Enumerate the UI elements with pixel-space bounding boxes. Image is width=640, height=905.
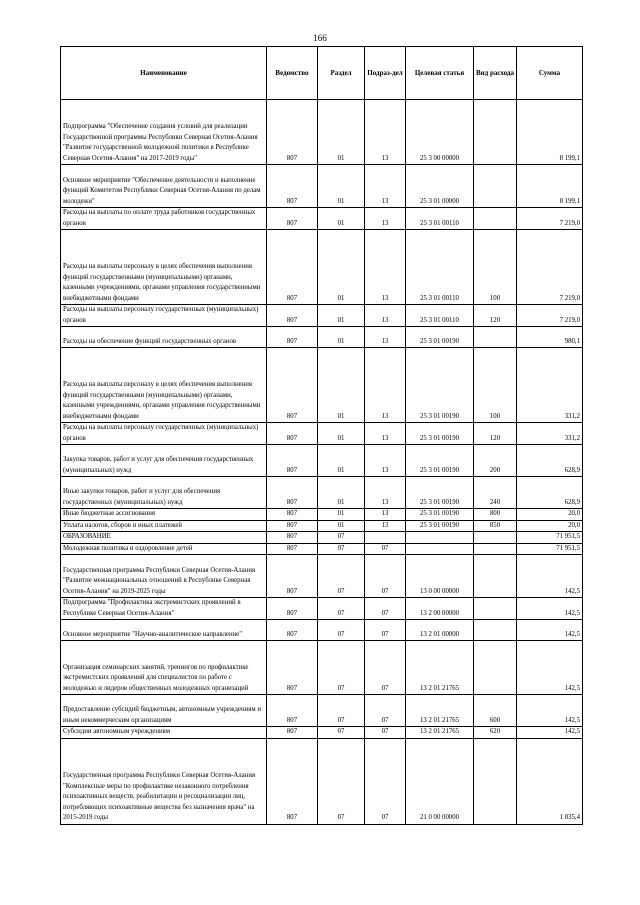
row-razdel-cell: 07	[318, 727, 365, 739]
row-name-cell: Иные закупки товаров, работ и услуг для обеспечения государственных (муниципальных) нужд	[61, 477, 267, 509]
row-summa-cell: 142,5	[517, 695, 583, 727]
row-vid-cell	[474, 327, 517, 348]
row-name-cell: Подпрограмма "Профилактика экстремистских проявлений в Республике Северная Осетия-Алания"	[61, 598, 267, 620]
row-summa-cell: 142,5	[517, 598, 583, 620]
header-razdel: Раздел	[318, 47, 365, 100]
row-vedomstvo-cell: 807	[267, 695, 318, 727]
table-row	[61, 727, 583, 739]
row-razdel-cell: 01	[318, 100, 365, 165]
row-vedomstvo-cell: 807	[267, 598, 318, 620]
table-row	[61, 477, 583, 509]
row-summa-cell: 142,5	[517, 727, 583, 739]
row-vedomstvo-cell: 807	[267, 641, 318, 695]
row-razdel-cell: 07	[318, 620, 365, 641]
row-razdel-cell: 07	[318, 738, 365, 824]
row-vid-cell: 100	[474, 348, 517, 423]
row-vedomstvo-cell: 807	[267, 327, 318, 348]
row-name-cell: Расходы на выплаты персоналу в целях обеспечения выполнения функций государственными (муниципальными) органами, казенными учреждениями, органами управления государственными внебюджетными фондами	[61, 230, 267, 305]
row-celevaya-cell: 25 3 01 00110	[406, 230, 474, 305]
row-celevaya-cell: 13 2 01 21765	[406, 727, 474, 739]
row-vid-cell	[474, 532, 517, 544]
row-razdel-cell: 07	[318, 641, 365, 695]
row-celevaya-cell: 13 2 01 21765	[406, 695, 474, 727]
row-vedomstvo-cell: 807	[267, 520, 318, 532]
row-vedomstvo-cell: 807	[267, 165, 318, 208]
table-row	[61, 555, 583, 598]
header-name: Наименование	[61, 47, 267, 100]
row-summa-cell: 71 951,5	[517, 532, 583, 544]
row-vedomstvo-cell: 807	[267, 208, 318, 230]
row-razdel-cell: 01	[318, 165, 365, 208]
table-header-row	[61, 47, 583, 100]
table-row	[61, 543, 583, 555]
row-celevaya-cell: 25 3 01 00190	[406, 327, 474, 348]
row-name-cell: Государственная программа Республики Северная Осетия-Алания "Комплексные меры по профилактике незаконного потребления психоактивных веществ, реабилитации и ресоциализации лиц, потребляющих психоактивные вещества без назначения врача" на 2015-2019 годы	[61, 738, 267, 824]
table-body	[61, 100, 583, 825]
row-summa-cell: 980,1	[517, 327, 583, 348]
row-summa-cell: 142,5	[517, 555, 583, 598]
header-vid-rashoda: Вид расхода	[474, 47, 517, 100]
row-celevaya-cell: 25 3 01 00110	[406, 208, 474, 230]
row-vid-cell: 620	[474, 727, 517, 739]
row-celevaya-cell	[406, 543, 474, 555]
row-summa-cell: 628,9	[517, 445, 583, 477]
row-name-cell: Основное мероприятие "Обеспечение деятельности и выполнение функций Комитетом Республики Северная Осетия-Алания по делам молодежи"	[61, 165, 267, 208]
table-row	[61, 445, 583, 477]
table-row	[61, 348, 583, 423]
row-summa-cell: 7 219,0	[517, 305, 583, 327]
table-row	[61, 208, 583, 230]
row-name-cell: Уплата налогов, сборов и иных платежей	[61, 520, 267, 532]
row-name-cell: Подпрограмма "Обеспечение создания условий для реализации Государственной программы Республики Северная Осетия-Алания "Развитие государственной молодежной политики в Республике Северная Осетия-Алания" на 2017-2019 годы"	[61, 100, 267, 165]
row-name-cell: Расходы на выплаты персоналу государственных (муниципальных) органов	[61, 423, 267, 445]
row-summa-cell: 20,0	[517, 509, 583, 521]
table-row	[61, 738, 583, 824]
row-name-cell: Предоставление субсидий бюджетным, автономным учреждениям и иным некоммерческим организациям	[61, 695, 267, 727]
row-razdel-cell: 07	[318, 532, 365, 544]
row-razdel-cell: 01	[318, 305, 365, 327]
row-podrazdel-cell: 07	[365, 641, 406, 695]
row-vedomstvo-cell: 807	[267, 727, 318, 739]
row-vedomstvo-cell: 807	[267, 555, 318, 598]
row-razdel-cell: 07	[318, 695, 365, 727]
row-podrazdel-cell: 13	[365, 208, 406, 230]
row-celevaya-cell: 25 3 01 00190	[406, 520, 474, 532]
row-celevaya-cell: 21 0 00 00000	[406, 738, 474, 824]
row-celevaya-cell: 25 3 01 00110	[406, 305, 474, 327]
header-vedomstvo: Ведомство	[267, 47, 318, 100]
row-podrazdel-cell: 13	[365, 327, 406, 348]
table-row	[61, 641, 583, 695]
row-summa-cell: 628,9	[517, 477, 583, 509]
row-vid-cell: 850	[474, 520, 517, 532]
row-podrazdel-cell: 13	[365, 477, 406, 509]
row-vid-cell	[474, 100, 517, 165]
row-celevaya-cell: 25 3 01 00190	[406, 445, 474, 477]
row-vid-cell	[474, 738, 517, 824]
row-celevaya-cell	[406, 532, 474, 544]
table-row	[61, 305, 583, 327]
row-name-cell: Расходы на обеспечение функций государственных органов	[61, 327, 267, 348]
row-podrazdel-cell: 13	[365, 305, 406, 327]
row-vid-cell: 240	[474, 477, 517, 509]
table-row	[61, 423, 583, 445]
row-podrazdel-cell: 07	[365, 727, 406, 739]
row-summa-cell: 1 835,4	[517, 738, 583, 824]
row-podrazdel-cell: 07	[365, 598, 406, 620]
row-summa-cell: 331,2	[517, 423, 583, 445]
budget-table	[60, 46, 583, 825]
row-podrazdel-cell: 13	[365, 520, 406, 532]
row-razdel-cell: 07	[318, 543, 365, 555]
header-summa: Сумма	[517, 47, 583, 100]
row-name-cell: Расходы на выплаты персоналу в целях обеспечения выполнения функций государственными (муниципальными) органами, казенными учреждениями, органами управления государственными внебюджетными фондами	[61, 348, 267, 423]
row-vid-cell: 120	[474, 423, 517, 445]
row-celevaya-cell: 13 2 00 00000	[406, 598, 474, 620]
table-row	[61, 598, 583, 620]
row-name-cell: Закупка товаров, работ и услуг для обеспечения государственных (муниципальных) нужд	[61, 445, 267, 477]
row-razdel-cell: 01	[318, 445, 365, 477]
table-row	[61, 509, 583, 521]
row-name-cell: Расходы на выплаты по оплате труда работников государственных органов	[61, 208, 267, 230]
row-summa-cell: 7 219,0	[517, 208, 583, 230]
row-name-cell: Основное мероприятие "Научно-аналитическое направление"	[61, 620, 267, 641]
row-vid-cell	[474, 598, 517, 620]
row-vid-cell	[474, 620, 517, 641]
row-vid-cell: 800	[474, 509, 517, 521]
row-celevaya-cell: 25 3 01 00000	[406, 165, 474, 208]
table-row	[61, 520, 583, 532]
row-name-cell: Организация семинарских занятий, тренингов по профилактике экстремистских проявлений для специалистов по работе с молодежью и лидеров общественных молодежных организаций	[61, 641, 267, 695]
row-vedomstvo-cell: 807	[267, 348, 318, 423]
row-razdel-cell: 01	[318, 348, 365, 423]
row-vid-cell: 200	[474, 445, 517, 477]
row-razdel-cell: 07	[318, 555, 365, 598]
row-celevaya-cell: 25 3 01 00190	[406, 509, 474, 521]
row-celevaya-cell: 25 3 01 00190	[406, 348, 474, 423]
row-podrazdel-cell: 13	[365, 423, 406, 445]
row-podrazdel-cell: 07	[365, 738, 406, 824]
row-podrazdel-cell: 13	[365, 509, 406, 521]
row-razdel-cell: 01	[318, 423, 365, 445]
row-summa-cell: 20,0	[517, 520, 583, 532]
row-podrazdel-cell: 07	[365, 543, 406, 555]
row-name-cell: Расходы на выплаты персоналу государственных (муниципальных) органов	[61, 305, 267, 327]
row-podrazdel-cell: 07	[365, 695, 406, 727]
row-name-cell: Молодежная политика и оздоровление детей	[61, 543, 267, 555]
row-summa-cell: 142,5	[517, 620, 583, 641]
table-row	[61, 532, 583, 544]
row-podrazdel-cell: 07	[365, 620, 406, 641]
row-vedomstvo-cell: 807	[267, 738, 318, 824]
header-podrazdel: Подраз-дел	[365, 47, 406, 100]
row-razdel-cell: 01	[318, 477, 365, 509]
row-razdel-cell: 01	[318, 208, 365, 230]
row-celevaya-cell: 13 2 01 21765	[406, 641, 474, 695]
row-razdel-cell: 01	[318, 230, 365, 305]
row-vedomstvo-cell: 807	[267, 423, 318, 445]
row-summa-cell: 331,2	[517, 348, 583, 423]
table-row	[61, 327, 583, 348]
header-celevaya-statya: Целевая статья	[406, 47, 474, 100]
row-podrazdel-cell: 13	[365, 445, 406, 477]
row-razdel-cell: 01	[318, 520, 365, 532]
row-vedomstvo-cell: 807	[267, 509, 318, 521]
row-vedomstvo-cell: 807	[267, 477, 318, 509]
row-name-cell: Субсидии автономным учреждениям	[61, 727, 267, 739]
row-podrazdel-cell: 13	[365, 230, 406, 305]
row-vid-cell	[474, 555, 517, 598]
row-name-cell: ОБРАЗОВАНИЕ	[61, 532, 267, 544]
row-razdel-cell: 01	[318, 327, 365, 348]
row-podrazdel-cell: 07	[365, 555, 406, 598]
row-podrazdel-cell: 13	[365, 165, 406, 208]
table-row	[61, 230, 583, 305]
row-summa-cell: 8 199,1	[517, 100, 583, 165]
table-row	[61, 620, 583, 641]
row-name-cell: Государственная программа Республики Северная Осетия-Алания "Развитие межнациональных отношений в Республике Северная Осетия-Алания" на 2019-2025 годы	[61, 555, 267, 598]
row-podrazdel-cell	[365, 532, 406, 544]
row-vedomstvo-cell: 807	[267, 445, 318, 477]
row-vedomstvo-cell: 807	[267, 543, 318, 555]
row-razdel-cell: 07	[318, 598, 365, 620]
row-vid-cell	[474, 543, 517, 555]
row-summa-cell: 7 219,0	[517, 230, 583, 305]
row-vid-cell: 100	[474, 230, 517, 305]
row-celevaya-cell: 13 2 01 00000	[406, 620, 474, 641]
row-vid-cell: 120	[474, 305, 517, 327]
page-number: 166	[313, 33, 327, 43]
row-vid-cell: 600	[474, 695, 517, 727]
row-celevaya-cell: 13 0 00 00000	[406, 555, 474, 598]
row-vedomstvo-cell: 807	[267, 100, 318, 165]
row-vid-cell	[474, 165, 517, 208]
row-celevaya-cell: 25 3 00 00000	[406, 100, 474, 165]
row-celevaya-cell: 25 3 01 00190	[406, 423, 474, 445]
row-celevaya-cell: 25 3 01 00190	[406, 477, 474, 509]
table-row	[61, 100, 583, 165]
table-row	[61, 695, 583, 727]
row-summa-cell: 142,5	[517, 641, 583, 695]
row-podrazdel-cell: 13	[365, 348, 406, 423]
table-row	[61, 165, 583, 208]
row-podrazdel-cell: 13	[365, 100, 406, 165]
row-vedomstvo-cell: 807	[267, 305, 318, 327]
row-vid-cell	[474, 641, 517, 695]
row-vid-cell	[474, 208, 517, 230]
row-razdel-cell: 01	[318, 509, 365, 521]
row-summa-cell: 71 951,5	[517, 543, 583, 555]
row-vedomstvo-cell: 807	[267, 532, 318, 544]
row-name-cell: Иные бюджетные ассигнования	[61, 509, 267, 521]
row-summa-cell: 8 199,1	[517, 165, 583, 208]
row-vedomstvo-cell: 807	[267, 230, 318, 305]
row-vedomstvo-cell: 807	[267, 620, 318, 641]
